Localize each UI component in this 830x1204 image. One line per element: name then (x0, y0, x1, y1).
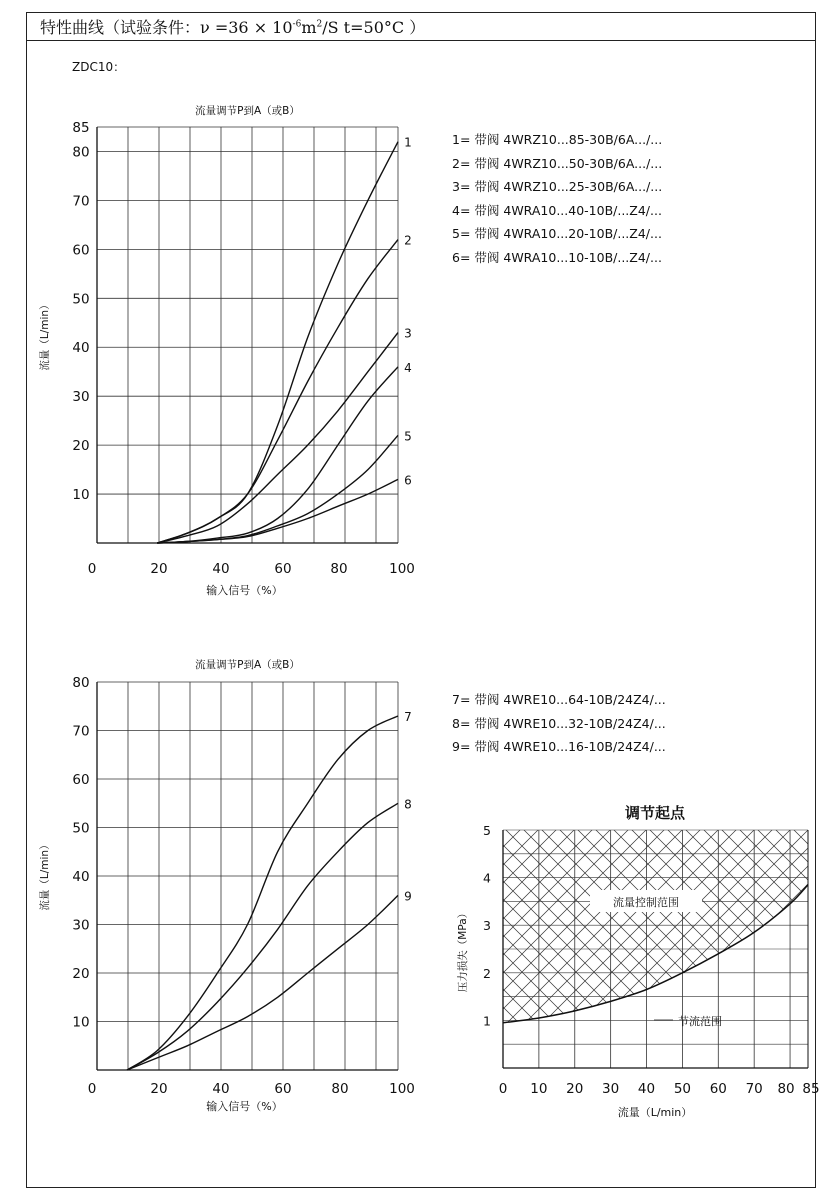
chart1-y-label: 流量（L/min） (39, 299, 51, 371)
chart1-series-label-6: 6 (404, 473, 412, 488)
chart2-x-tick-label: 0 (87, 1081, 97, 1097)
chart1-y-tick-label: 10 (72, 487, 90, 504)
chart1-legend-entry: 1= 带阀 4WRZ10...85-30B/6A.../... (452, 132, 663, 147)
chart1-y-tick-label: 20 (72, 438, 90, 455)
chart3-y-tick-label: 4 (483, 870, 491, 886)
chart3-x-tick-label: 85 (802, 1081, 820, 1097)
chart3-title: 调节起点 (624, 804, 686, 822)
chart1-legend-entry: 4= 带阀 4WRA10...40-10B/...Z4/... (452, 202, 662, 218)
chart2-legend-entry: 9= 带阀 4WRE10...16-10B/24Z4/... (452, 739, 666, 754)
chart1-x-tick-label: 40 (212, 561, 230, 577)
chart2-series-label-9: 9 (404, 889, 412, 904)
chart2-y-tick-label: 10 (72, 1014, 90, 1031)
chart1-y-tick-label: 70 (72, 193, 90, 210)
chart3-x-tick-label: 50 (673, 1081, 692, 1097)
chart1-series-line-1 (157, 142, 398, 543)
chart2-series-label-8: 8 (404, 797, 412, 812)
chart3-x-label: 流量（L/min） (617, 1106, 693, 1119)
chart2-series-line-9 (127, 895, 398, 1070)
chart1-series-line-4 (157, 367, 398, 543)
chart1-y-tick-label: 30 (72, 389, 90, 406)
chart1-x-tick-label: 0 (87, 561, 97, 577)
chart2-y-label: 流量（L/min） (39, 839, 51, 911)
chart3-y-tick-label: 5 (483, 823, 491, 838)
legend-chart1 (452, 128, 662, 269)
chart3-y-label: 压力损失（MPa） (457, 907, 469, 993)
chart3-x-tick-label: 80 (777, 1081, 795, 1097)
chart3-y-tick-label: 2 (483, 965, 491, 981)
chart1-series-label-1: 1 (404, 135, 412, 150)
chart1-x-label: 输入信号（%） (206, 584, 283, 597)
chart1-series-label-4: 4 (404, 360, 412, 375)
chart3-y-tick-label: 1 (483, 1013, 491, 1029)
chart1-series-label-2: 2 (404, 233, 412, 248)
chart1-y-tick-label: 80 (72, 144, 90, 161)
model-label: ZDC10： (72, 60, 126, 74)
chart2-x-tick-label: 60 (274, 1081, 292, 1097)
chart3-x-tick-label: 10 (530, 1081, 548, 1097)
chart2-y-tick-label: 70 (72, 723, 90, 740)
chart3-x-tick-label: 0 (498, 1081, 508, 1097)
chart2-y-tick-label: 80 (72, 675, 90, 691)
chart2-x-label: 输入信号（%） (206, 1100, 283, 1113)
chart1-series-line-3 (157, 333, 398, 543)
page-title: 特性曲线（试验条件：$\nu =36 \times 10^{-6}m^2/S$ t=50°C ） (40, 18, 426, 37)
chart2-x-tick-label: 20 (150, 1081, 168, 1097)
chart3-x-tick-label: 20 (566, 1081, 584, 1097)
chart2-x-tick-label: 100 (389, 1081, 415, 1097)
legend-chart2 (452, 688, 666, 759)
chart2-series-line-8 (127, 803, 398, 1070)
chart1-series-label-5: 5 (404, 429, 412, 444)
chart1-series-line-2 (157, 240, 398, 543)
chart2-x-tick-label: 40 (212, 1081, 230, 1097)
chart1-x-tick-label: 100 (389, 561, 415, 577)
chart2-y-tick-label: 60 (72, 772, 90, 788)
chart2-title: 流量调节P到A（或B） (195, 659, 300, 671)
chart2-series-label-7: 7 (404, 709, 412, 724)
chart3-lower-region-label: 节流范围 (678, 1015, 722, 1028)
chart3-upper-region-label: 流量控制范围 (613, 896, 679, 909)
chart1-legend-entry: 2= 带阀 4WRZ10...50-30B/6A.../... (452, 155, 663, 171)
chart2-x-tick-label: 80 (331, 1081, 349, 1097)
chart2-y-tick-label: 20 (72, 966, 90, 982)
chart1-title: 流量调节P到A（或B） (195, 105, 300, 117)
chart2-y-tick-label: 50 (72, 820, 90, 837)
chart2-y-tick-label: 30 (72, 917, 90, 934)
chart1-x-tick-label: 60 (274, 561, 292, 577)
chart1-x-tick-label: 80 (330, 561, 348, 577)
chart1-series-line-5 (157, 435, 398, 543)
chart1-legend-entry: 3= 带阀 4WRZ10...25-30B/6A.../... (452, 179, 663, 194)
chart1-x-tick-label: 20 (150, 561, 168, 577)
chart1-legend-entry: 6= 带阀 4WRA10...10-10B/...Z4/... (452, 249, 662, 265)
chart3-y-tick-label: 3 (483, 918, 491, 934)
chart3-x-tick-label: 30 (602, 1081, 620, 1097)
chart1-y-tick-label: 85 (72, 120, 90, 136)
chart1-legend-entry: 5= 带阀 4WRA10...20-10B/...Z4/... (452, 226, 662, 241)
chart2-legend-entry: 7= 带阀 4WRE10...64-10B/24Z4/... (452, 692, 666, 707)
chart3-x-tick-label: 40 (637, 1081, 656, 1097)
chart2-legend-entry: 8= 带阀 4WRE10...32-10B/24Z4/... (452, 715, 666, 731)
chart3-x-tick-label: 70 (745, 1081, 763, 1097)
chart1-y-tick-label: 40 (72, 340, 90, 357)
chart3-x-tick-label: 60 (709, 1081, 727, 1097)
chart2-series-line-7 (127, 716, 398, 1070)
chart2-y-tick-label: 40 (72, 869, 90, 885)
chart1-y-tick-label: 50 (72, 291, 90, 308)
chart1-series-label-3: 3 (404, 326, 412, 341)
chart1-y-tick-label: 60 (72, 242, 90, 259)
